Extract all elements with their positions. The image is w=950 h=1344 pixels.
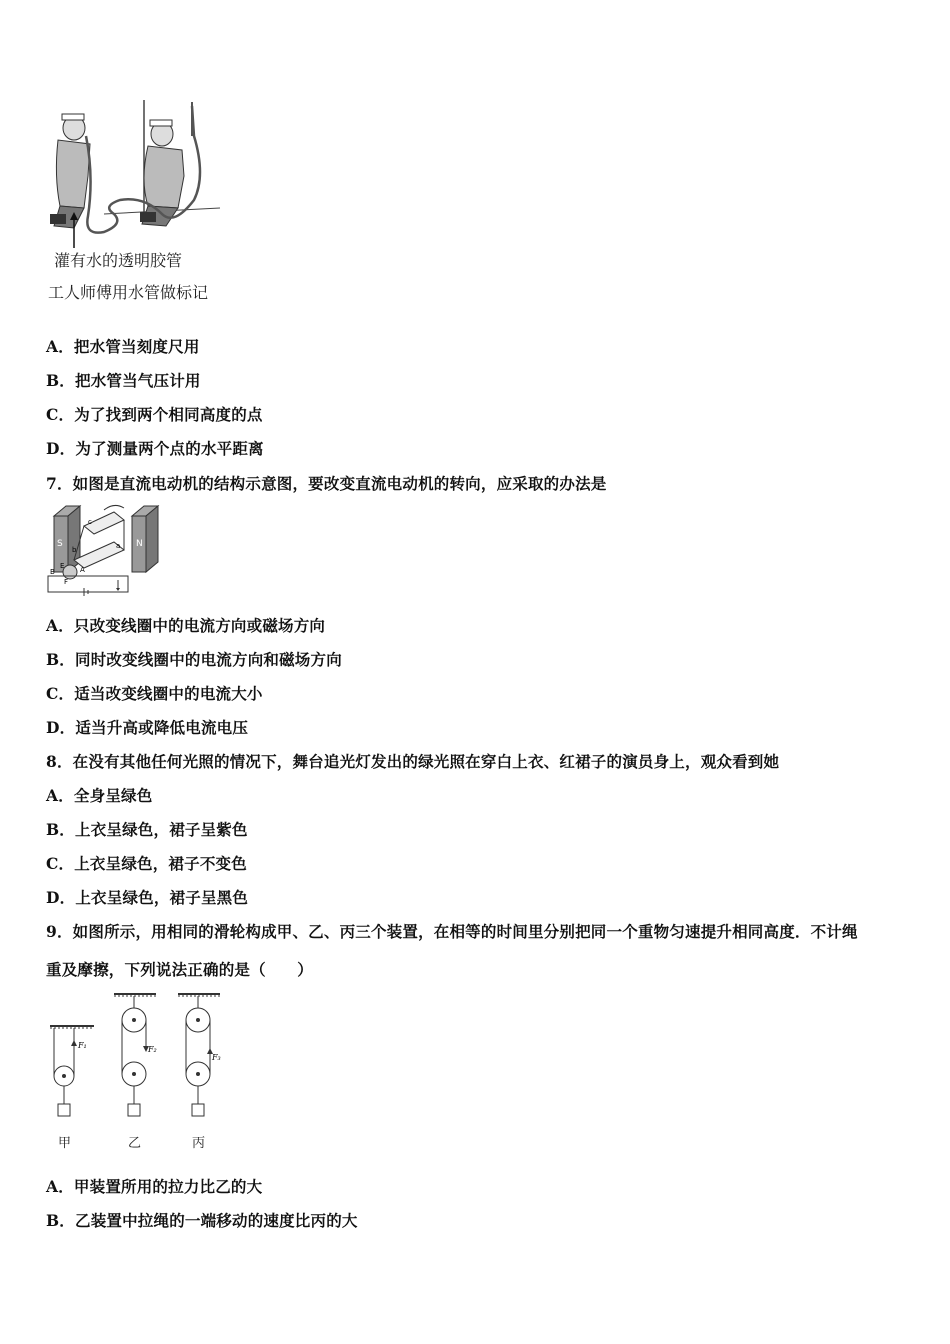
q8-stem: 8．在没有其他任何光照的情况下，舞台追光灯发出的绿光照在穿白上衣、红裙子的演员身上，观众看到她 [46, 752, 780, 771]
q8-option-b: B．上衣呈绿色，裙子呈紫色 [46, 820, 248, 839]
dc-motor-diagram [44, 502, 168, 598]
pulley-label-yi: 乙 [128, 1136, 142, 1151]
q6-option-b: B．把水管当气压计用 [46, 371, 201, 390]
q9-option-b: B．乙装置中拉绳的一端移动的速度比丙的大 [46, 1211, 358, 1230]
q7-option-b: B．同时改变线圈中的电流方向和磁场方向 [46, 650, 342, 669]
q8-option-c: C．上衣呈绿色，裙子不变色 [46, 854, 247, 873]
q7-option-c: C．适当改变线圈中的电流大小 [46, 684, 263, 703]
label-a: a [116, 542, 121, 550]
figure-caption: 工人师傅用水管做标记 [48, 283, 209, 302]
q6-option-c: C．为了找到两个相同高度的点 [46, 405, 263, 424]
force-f1: F₁ [78, 1041, 87, 1050]
q6-option-a: A．把水管当刻度尺用 [46, 337, 200, 356]
q9-option-a: A．甲装置所用的拉力比乙的大 [46, 1177, 263, 1196]
hose-arrow-caption: 灌有水的透明胶管 [54, 251, 183, 270]
label-s: S [57, 539, 63, 549]
q6-figure [44, 96, 244, 306]
label-F: F [64, 578, 69, 586]
pulley-label-jia: 甲 [58, 1136, 72, 1151]
label-B: B [50, 568, 55, 576]
q7-option-a: A．只改变线圈中的电流方向或磁场方向 [46, 616, 326, 635]
label-n: N [136, 539, 143, 549]
force-f3: F₃ [212, 1053, 221, 1062]
force-f2: F₂ [148, 1045, 157, 1054]
pulley-label-bing: 丙 [192, 1136, 206, 1151]
label-c: c [88, 518, 92, 526]
q7-motor-figure [44, 502, 168, 598]
q8-option-a: A．全身呈绿色 [46, 786, 153, 805]
pulley-systems-diagram [44, 988, 244, 1128]
workers-hose-illustration [44, 96, 244, 256]
q6-option-d: D．为了测量两个点的水平距离 [46, 439, 264, 458]
q9-stem-line1: 9．如图所示，用相同的滑轮构成甲、乙、丙三个装置，在相等的时间里分别把同一个重物匀速提升相同高度．不计绳 [46, 922, 858, 941]
q7-stem: 7．如图是直流电动机的结构示意图，要改变直流电动机的转向，应采取的办法是 [46, 474, 607, 493]
label-b: b [72, 546, 77, 554]
label-E: E [60, 562, 65, 570]
q9-pulley-figure [44, 988, 244, 1152]
q9-stem-line2: 重及摩擦，下列说法正确的是（ ） [46, 960, 313, 979]
q8-option-d: D．上衣呈绿色，裙子呈黑色 [46, 888, 249, 907]
label-A: A [80, 566, 85, 574]
q7-option-d: D．适当升高或降低电流电压 [46, 718, 249, 737]
